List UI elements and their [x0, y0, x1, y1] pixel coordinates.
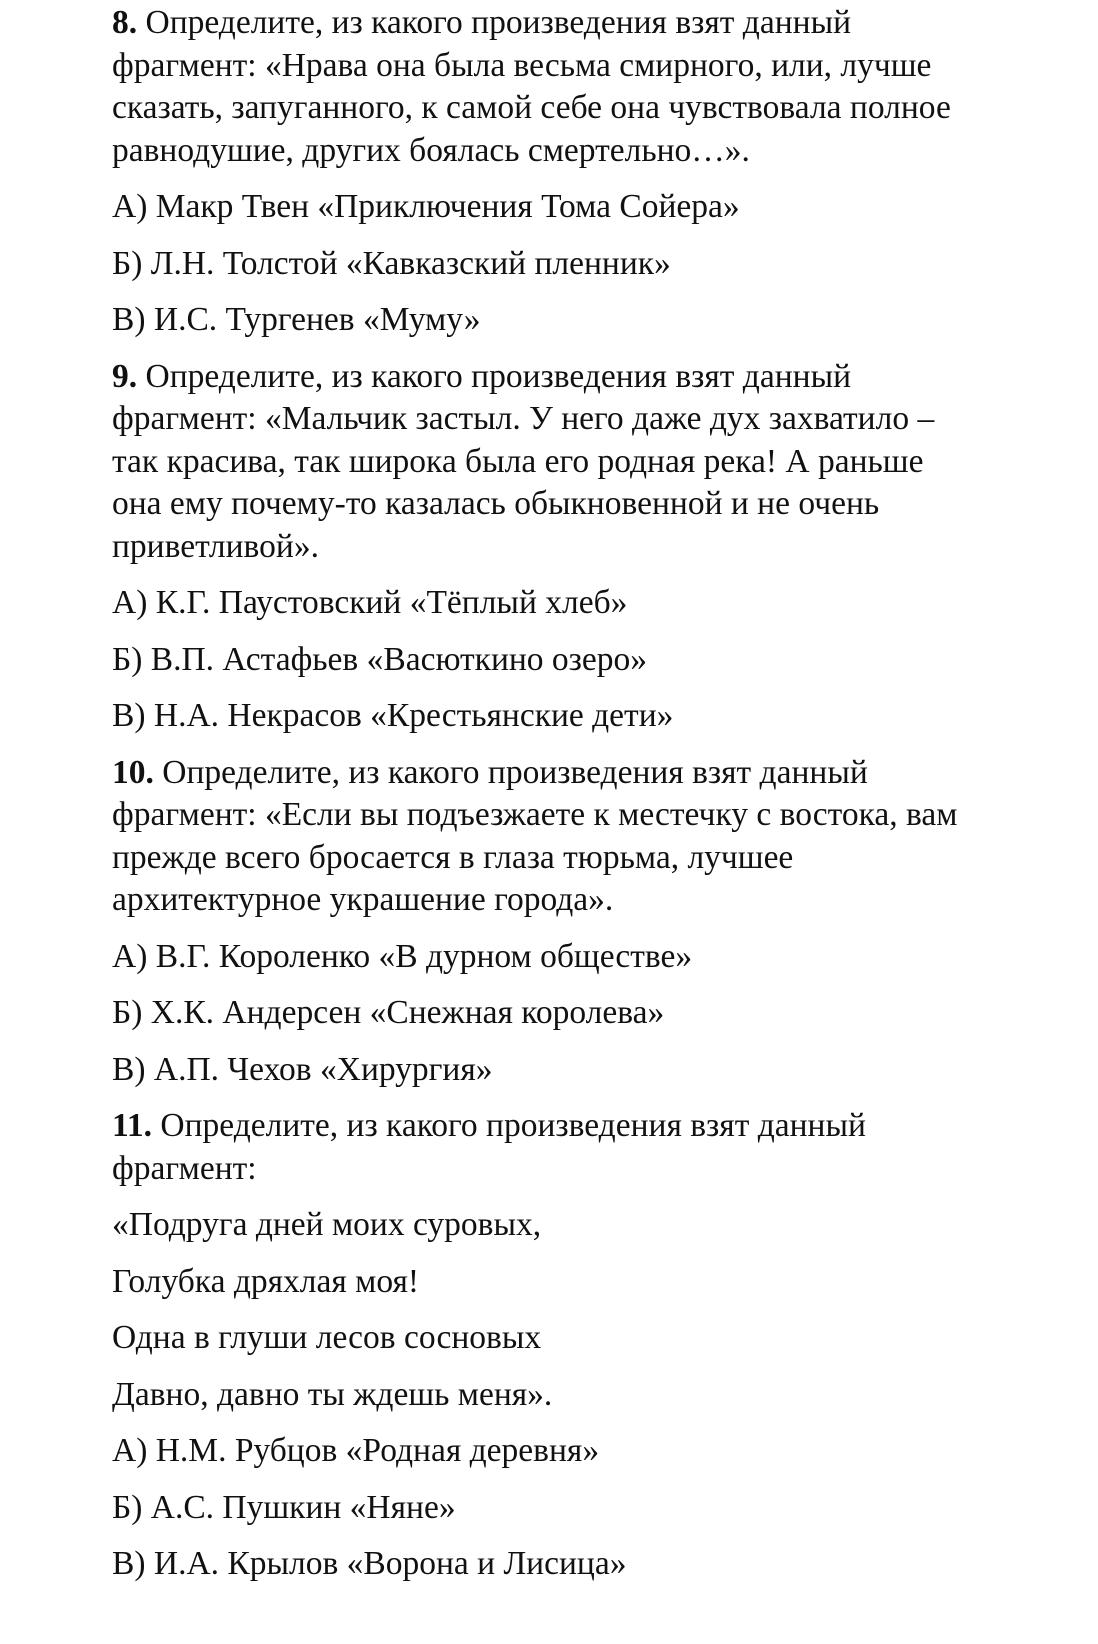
question-line: Определите, из какого произведения взят данный: [152, 1107, 866, 1144]
question-line: архитектурное украшение города».: [112, 881, 614, 918]
question-number: 8.: [112, 4, 138, 41]
question-text: [112, 356, 1058, 399]
answer-option-c: В) Н.А. Некрасов «Крестьянские дети»: [112, 697, 674, 734]
question-10: [112, 752, 1058, 1092]
verse-line: Голубка дряхлая моя!: [112, 1262, 420, 1300]
answer-option-c: В) А.П. Чехов «Хирургия»: [112, 1050, 493, 1088]
question-line: сказать, запуганного, к самой себе она чувствовала полное: [112, 89, 951, 126]
question-line: приветливой».: [112, 527, 319, 565]
question-line: она ему почему-то казалась обыкновенной и не очень: [112, 485, 880, 522]
question-11: [112, 1105, 1058, 1586]
question-line: фрагмент:: [112, 1149, 257, 1187]
answer-option-a: А) К.Г. Паустовский «Тёплый хлеб»: [112, 584, 628, 621]
question-text: [112, 1105, 1058, 1148]
answer-option-c: В) И.С. Тургенев «Муму»: [112, 301, 481, 338]
question-line: фрагмент: «Нрава она была весьма смирного, или, лучше: [112, 46, 932, 84]
question-8: [112, 2, 1058, 342]
question-line: Определите, из какого произведения взят данный: [137, 4, 852, 41]
question-line: равнодушие, других боялась смертельно…».: [112, 131, 750, 169]
question-text: [112, 752, 1058, 795]
question-line: Определите, из какого произведения взят данный: [153, 753, 868, 791]
answer-option-a: А) В.Г. Короленко «В дурном обществе»: [112, 937, 693, 975]
question-line: так красива, так широка была его родная река! А раньше: [112, 442, 924, 480]
question-number: 9.: [112, 357, 138, 395]
answer-option-c: В) И.А. Крылов «Ворона и Лисица»: [112, 1545, 627, 1582]
question-number: 11.: [112, 1107, 153, 1144]
answer-option-b: Б) В.П. Астафьев «Васюткино озеро»: [112, 640, 648, 678]
question-9: [112, 356, 1058, 738]
answer-option-b: Б) А.С. Пушкин «Няне»: [112, 1488, 456, 1526]
answer-option-b: Б) Л.Н. Толстой «Кавказский пленник»: [112, 244, 671, 282]
verse-line: Одна в глуши лесов сосновых: [112, 1319, 542, 1356]
answer-option-b: Б) Х.К. Андерсен «Снежная королева»: [112, 994, 665, 1031]
verse-line: «Подруга дней моих суровых,: [112, 1206, 542, 1243]
question-line: Определите, из какого произведения взят данный: [137, 357, 852, 395]
question-text: [112, 2, 1058, 45]
question-line: фрагмент: «Мальчик застыл. У него даже дух захватило –: [112, 400, 935, 437]
answer-option-a: А) Н.М. Рубцов «Родная деревня»: [112, 1432, 600, 1469]
question-line: прежде всего бросается в глаза тюрьма, лучшее: [112, 838, 794, 876]
verse-line: Давно, давно ты ждешь меня».: [112, 1375, 553, 1413]
question-line: фрагмент: «Если вы подъезжаете к местечку с востока, вам: [112, 796, 958, 833]
question-number: 10.: [112, 753, 154, 791]
answer-option-a: А) Макр Твен «Приключения Тома Сойера»: [112, 188, 740, 225]
